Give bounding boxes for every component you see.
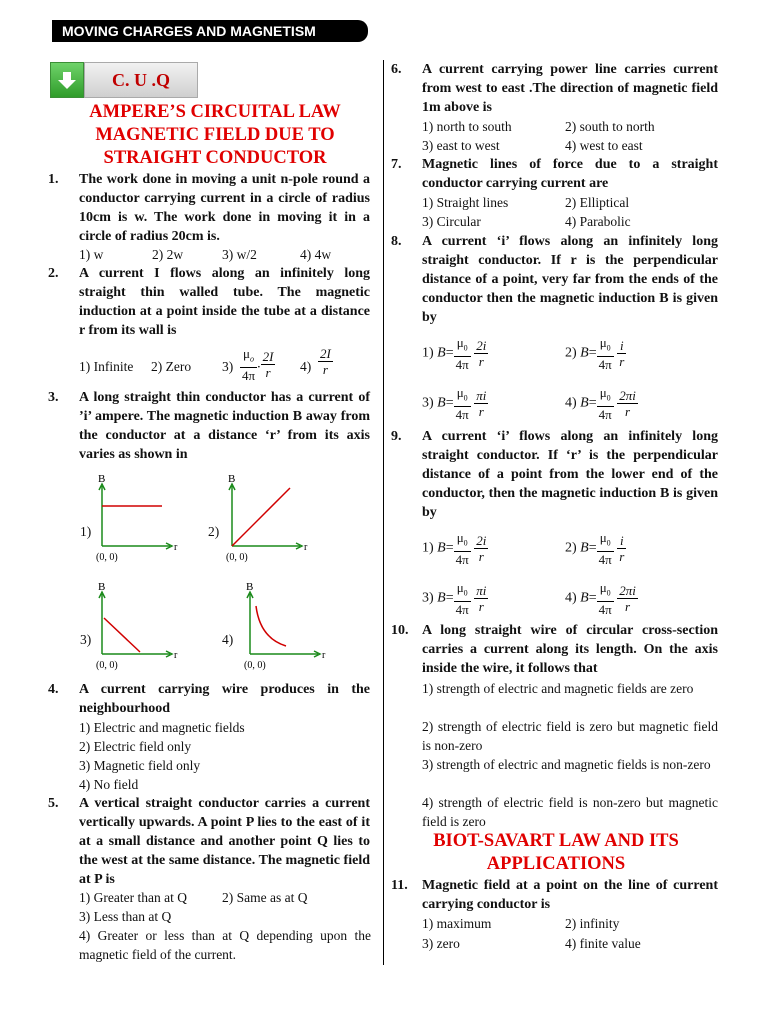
question-10: 10. A long straight wire of circular cross-section carries a current along its length. On the axis inside the wire, it follows that [391,623,718,676]
graph-axis-y: B [228,473,236,485]
chapter-banner: MOVING CHARGES AND MAGNETISM [52,20,368,42]
q1-option-1: 1) w [79,247,104,262]
down-arrow-icon [50,62,84,98]
q3-graph-2 [222,470,322,566]
q6-option-3: 3) east to west [422,138,500,153]
q5-option-4: 4) Greater or less than at Q depending upon the magnetic field of the current. [79,928,371,962]
q7-option-4: 4) Parabolic [565,214,631,229]
graph-axis-y: B [246,581,254,593]
graph-axis-x: r [174,542,178,553]
q3-graph-3 [92,578,192,674]
q3-graph-1-label: 1) [80,524,92,539]
graph-curve [104,618,140,652]
q1-option-2: 2) 2w [152,247,184,262]
q7-option-3: 3) Circular [422,214,481,229]
q4-option-3: 3) Magnetic field only [79,758,201,773]
q6-option-1: 1) north to south [422,119,512,134]
graph-curve [256,606,286,646]
q3-graph-3-label: 3) [80,632,92,647]
q2-option-4: 4) [300,359,312,374]
graph-origin: (0, 0) [226,552,248,563]
question-4: 4. A current carrying wire produces in the neighbourhood [48,682,370,716]
q10-option-3: 3) strength of electric and magnetic fields is non-zero [422,757,711,772]
question-11: 11. Magnetic field at a point on the line of current carrying conductor is [391,878,718,912]
q2-option-4-formula: $\frac{2I}{r}$ [320,346,331,377]
q11-option-4: 4) finite value [565,936,641,951]
q7-option-1: 1) Straight lines [422,195,509,210]
question-6: 6. A current carrying power line carries current from west to east .The direction of magnetic field 1m above is [391,62,718,115]
q3-graph-4 [240,578,340,674]
graph-origin: (0, 0) [244,660,266,671]
q1-option-4: 4) 4w [300,247,332,262]
cuq-badge [50,62,198,98]
cuq-label: C. U .Q [84,62,198,98]
q8-option-3: 3) B= $\frac{\mu_0}{4\pi}$ $\frac{\pi i}{r}$ [422,385,487,422]
graph-curve [232,488,290,546]
q9-option-4: 4) B= $\frac{\mu_0}{4\pi}$ $\frac{2\pi i}{r}$ [565,580,636,617]
q2-option-3: 3) [222,359,234,374]
q10-option-4: 4) strength of electric field is non-zero but magnetic field is zero [422,795,718,829]
graph-axis-y: B [98,473,106,485]
q2-option-1: 1) Infinite [79,359,134,374]
q1-option-3: 3) w/2 [222,247,257,262]
graph-origin: (0, 0) [96,660,118,671]
question-5: 5. A vertical straight conductor carries a current vertically upwards. A point P lies to the east of it at a small distance and another point Q lies to the west at the same distance. The magnetic field at P is [48,796,370,887]
q2-option-3-formula: $\frac{\mu_o}{4\pi}$ . $\frac{2I}{r}$ [242,346,274,383]
question-3: 3. A long straight thin conductor has a current of ’i’ ampere. The magnetic induction B away from the conductor at a distance ‘r’ from its axis varies as shown in [48,390,370,462]
graph-axis-x: r [174,650,178,661]
q4-option-4: 4) No field [79,777,139,792]
q7-option-2: 2) Elliptical [565,195,630,210]
q5-option-3: 3) Less than at Q [79,909,172,924]
question-9: 9. A current ‘i’ flows along an infinitely long straight conductor. If ‘r’ is the perpendicular distance of a point from the lower end of the conductor, then the magnetic induction B is given by [391,429,718,520]
graph-origin: (0, 0) [96,552,118,563]
q3-graph-2-label: 2) [208,524,220,539]
q10-option-1: 1) strength of electric and magnetic fields are zero [422,681,694,696]
q6-option-4: 4) west to east [565,138,643,153]
section-heading-biot-savart: BIOT-SAVART LAW AND ITS APPLICATIONS [433,831,679,874]
column-divider [383,60,384,965]
q4-option-2: 2) Electric field only [79,739,192,754]
section-heading-ampere: AMPERE’S CIRCUITAL LAW MAGNETIC FIELD DUE TO STRAIGHT CONDUCTOR [89,102,341,168]
q5-option-2: 2) Same as at Q [222,890,308,905]
q11-option-2: 2) infinity [565,916,620,931]
question-8: 8. A current ‘i’ flows along an infinitely long straight conductor. If r is the perpendicular distance of a point, very far from the ends of the conductor then the magnetic induction B is given by [391,234,718,325]
graph-axis-x: r [304,542,308,553]
q10-option-2: 2) strength of electric field is zero but magnetic field is non-zero [422,719,718,753]
graph-axis-y: B [98,581,106,593]
q8-option-2: 2) B= $\frac{\mu_0}{4\pi}$ $\frac{i}{r}$ [565,335,625,372]
q2-option-2: 2) Zero [151,359,192,374]
q6-option-2: 2) south to north [565,119,655,134]
q4-option-1: 1) Electric and magnetic fields [79,720,245,735]
q9-option-3: 3) B= $\frac{\mu_0}{4\pi}$ $\frac{\pi i}{r}$ [422,580,487,617]
q11-option-1: 1) maximum [422,916,492,931]
question-2: 2. A current I flows along an infinitely long straight thin walled tube. The magnetic induction at a point inside the tube at a distance r from its wall is [48,266,370,338]
q11-option-3: 3) zero [422,936,460,951]
graph-axis-x: r [322,650,326,661]
q3-graph-4-label: 4) [222,632,234,647]
q5-option-1: 1) Greater than at Q [79,890,187,905]
question-7: 7. Magnetic lines of force due to a straight conductor carrying current are [391,157,718,191]
q8-option-1: 1) B= $\frac{\mu_0}{4\pi}$ $\frac{2i}{r}$ [422,335,487,372]
q3-graph-1 [92,470,192,566]
q9-option-2: 2) B= $\frac{\mu_0}{4\pi}$ $\frac{i}{r}$ [565,530,625,567]
q9-option-1: 1) B= $\frac{\mu_0}{4\pi}$ $\frac{2i}{r}$ [422,530,487,567]
question-1: 1. The work done in moving a unit n-pole round a conductor carrying current in a circle of radius 10cm is w. The work done in moving it in a circle of radius 20cm is. [48,172,370,244]
q8-option-4: 4) B= $\frac{\mu_0}{4\pi}$ $\frac{2\pi i}{r}$ [565,385,636,422]
